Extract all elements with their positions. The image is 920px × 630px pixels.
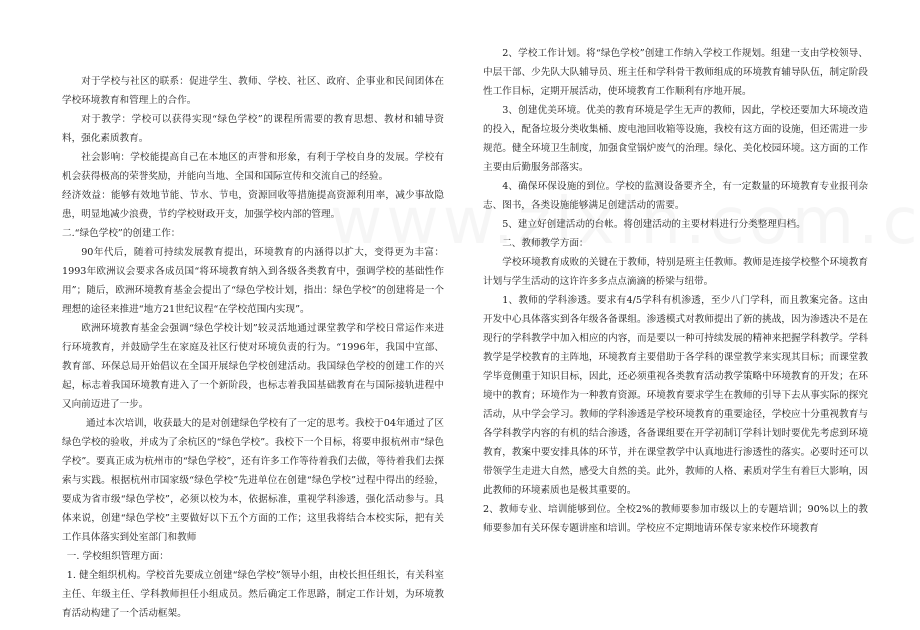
right-column <box>483 44 868 596</box>
paragraph-work-plan: 2、学校工作计划。将“绿色学校”创建工作纳入学校工作规划。组建一支由学校领导、中层干部、少先队大队辅导员、班主任和学科骨干教师组成的环境教育辅导队伍，制定阶段性工作目标，定期开展活动，使环境教育工作顺利有序地开展。 <box>483 48 868 97</box>
paragraph-90s-background: 90年代后，随着可持续发展教育提出，环境教育的内涵得以扩大，变得更为丰富：1993年欧洲议会要求各成员国“将环境教育纳入到各级各类教育中，强调学校的基础性作用”；随后，欧洲环境教育基金会提出了“绿色学校计划，指出：绿色学校”的创建将是一个理想的途径来推进“地方21世纪议程“在学校范围内实现”。 <box>62 247 444 315</box>
paragraph-teacher-training: 2、教师专业、培训能够到位。全校2%的教师要参加市级以上的专题培训；90%以上的教师要参加有关环保专题讲座和培训。学校应不定期地请环保专家来校作环境教育 <box>483 504 868 534</box>
paragraph-economic-benefit: 经济效益：能够有效地节能、节水、节电，资源回收等措施提高资源利用率，减少事故隐患，明显地减少浪费，节约学校财政开支，加强学校内部的管理。 <box>62 190 444 220</box>
paragraph-training-reflection: 通过本次培训，收获最大的是对创建绿色学校有了一定的思考。我校于04年通过了区绿色学校的验收，并成为了余杭区的“绿色学校”。我校下一个目标，将要申报杭州市“绿色学校”。要真正成为杭州市的“绿色学校”，还有许多工作等待着我们去做，等待着我们去探索与实践。根据杭州市国家级“绿色学校”先进单位在创建“绿色学校”过程中得出的经验，要成为省市级“绿色学校”，必须以校为本，依据标准，重视学科渗透，强化活动参与。具体来说，创建“绿色学校”主要做好以下五个方面的工作；这里我将结合本校实际，把有关工作具体落实到处室部门和教师 <box>62 418 444 543</box>
paragraph-facilities: 4、确保环保设施的到位。学校的监测设备要齐全，有一定数量的环境教育专业报刊杂志、图书，各类设施能够满足创建活动的需要。 <box>483 181 868 211</box>
left-column <box>62 72 444 624</box>
paragraph-teacher-key: 学校环境教育成败的关键在于教师，特别是班主任教师。教师是连接学校整个环境教育计划与学生活动的这许许多多点点滴滴的桥梁与纽带。 <box>483 257 868 287</box>
paragraph-subject-penetration: 1、教师的学科渗透。要求有4/5学科有机渗透，至少八门学科，而且教案完备。这由开发中心具体落实到各年级各备课组。渗透模式对教师提出了新的挑战，因为渗透决不是在现行的学科教学中加入相应的内容，而是要以一种可持续发展的精神来把握学科教学。学科教学是学校教育的主阵地，环境教育主要借助于各学科的课堂教学来实现其目标；而课堂教学毕竟侧重于知识目标，因此，还必须重视各类教育活动教学策略中环境教育的开发；在环境中的教育；环境作为一种教育资源。环境教育要求学生在教师的引导下去从事实际的探究活动，从中学会学习。教师的学科渗透是学校环境教育的重要途径，学校应十分重视教育与各学科教学内容的有机的结合渗透，各备课组要在开学初制订学科计划时要优先考虑到环境教育，教案中要安排具体的环节，并在课堂教学中认真地进行渗透性的落实。必要时还可以带领学生走进大自然，感受大自然的美。此外，教师的人格、素质对学生有着巨大影响，因此教师的环境素质也是极其重要的。 <box>483 295 868 496</box>
heading-school-management: 一. 学校组织管理方面： <box>66 551 169 562</box>
paragraph-teaching: 对于教学：学校可以获得实现“绿色学校”的课程所需要的教育思想、教材和辅导资料，强化素质教育。 <box>62 114 444 144</box>
paragraph-social-impact: 社会影响：学校能提高自己在本地区的声誉和形象，有利于学校自身的发展。学校有机会获得极高的荣誉奖励，并能向当地、全国和国际宣传和交流自己的经验。 <box>62 152 444 182</box>
heading-teacher-teaching: 二、教师教学方面： <box>502 238 589 249</box>
paragraph-ledger: 5、建立好创建活动的台帐。将创建活动的主要材料进行分类整理归档。 <box>502 219 806 230</box>
heading-creation-work: 二.“绿色学校”的创建工作： <box>62 228 181 239</box>
paragraph-environment: 3、创建优美环境。优美的教育环境是学生无声的教师，因此，学校还要加大环境改造的投入，配备垃圾分类收集桶、废电池回收箱等设施，我校有这方面的设施，但还需进一步规范。健全环境卫生制度，加强食堂锅炉废气的治理。绿化、美化校园环境。这方面的工作主要由后勤服务部落实。 <box>483 105 868 173</box>
paragraph-community-link: 对于学校与社区的联系：促进学生、教师、学校、社区、政府、企事业和民间团体在学校环境教育和管理上的合作。 <box>62 76 444 106</box>
paragraph-european-foundation: 欧洲环境教育基金会强调“绿色学校计划”较灵活地通过课堂教学和学校日常运作来进行环境教育，并鼓励学生在家庭及社区行使对环境负责的行为。“1996年，我国中宣部、教育部、环保总局开始倡议在全国开展绿色学校创建活动。我国绿色学校的创建工作的兴起，标志着我国环境教育进入了一个新阶段，也标志着我国基础教育在与国际接轨进程中又向前迈进了一步。 <box>62 323 444 410</box>
paragraph-organization: 1. 健全组织机构。学校首先要成立创建“绿色学校”领导小组，由校长担任组长，有关科室主任、年级主任、学科教师担任小组成员。然后确定工作思路，制定工作计划，为环境教育活动构建了一个活动框架。 <box>62 570 444 619</box>
